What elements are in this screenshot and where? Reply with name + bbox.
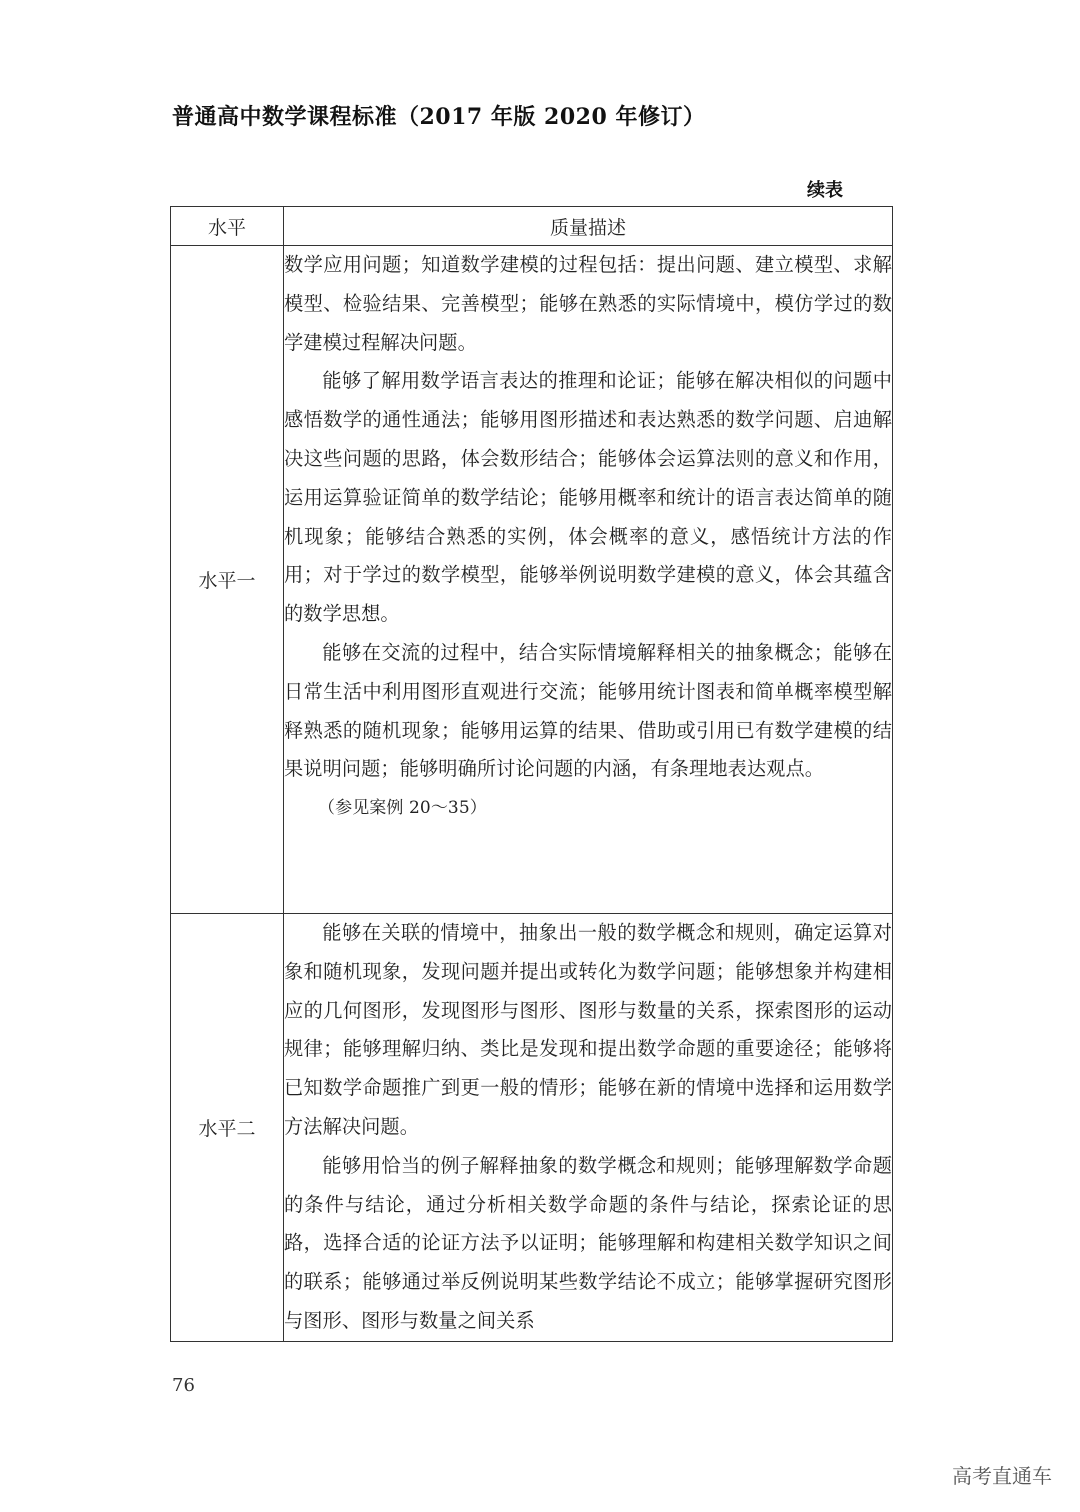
table-row-level-2 — [171, 914, 893, 1342]
description-paragraph: 能够了解用数学语言表达的推理和论证；能够在解决相似的问题中感悟数学的通性通法；能够用图形描述和表达熟悉的数学问题、启迪解决这些问题的思路，体会数形结合；能够体会运算法则的意义和作用，运用运算验证简单的数学结论；能够用概率和统计的语言表达简单的随机现象；能够结合熟悉的实例，体会概率的意义，感悟统计方法的作用；对于学过的数学模型，能够举例说明数学建模的意义，体会其蕴含的数学思想。 — [284, 369, 892, 626]
description-paragraph: 能够用恰当的例子解释抽象的数学概念和规则；能够理解数学命题的条件与结论，通过分析相关数学命题的条件与结论，探索论证的思路，选择合适的论证方法予以证明；能够理解和构建相关数学知识之间的联系；能够通过举反例说明某些数学结论不成立；能够掌握研究图形与图形、图形与数量之间关系 — [284, 1153, 892, 1332]
description-cell — [284, 914, 893, 1342]
description-cell — [284, 246, 893, 914]
description-paragraph: 能够在交流的过程中，结合实际情境解释相关的抽象概念；能够在日常生活中利用图形直观进行交流；能够用统计图表和简单概率模型解释熟悉的随机现象；能够用运算的结果、借助或引用已有数学建模的结果说明问题；能够明确所讨论问题的内涵，有条理地表达观点。 — [284, 640, 892, 781]
page-header-title: 普通高中数学课程标准（2017 年版 2020 年修订） — [172, 104, 706, 130]
source-watermark: 高考直通车 — [952, 1464, 1052, 1488]
table-row-level-1 — [171, 246, 893, 914]
case-reference: （参见案例 20～35） — [318, 798, 487, 819]
level-cell: 水平一 — [171, 246, 284, 914]
table-header-row — [171, 207, 893, 246]
column-header-description: 质量描述 — [284, 207, 893, 246]
quality-description-table — [170, 206, 893, 1342]
description-paragraph: 能够在关联的情境中，抽象出一般的数学概念和规则，确定运算对象和随机现象，发现问题并提出或转化为数学问题；能够想象并构建相应的几何图形，发现图形与图形、图形与数量的关系，探索图形的运动规律；能够理解归纳、类比是发现和提出数学命题的重要途径；能够将已知数学命题推广到更一般的情形；能够在新的情境中选择和运用数学方法解决问题。 — [284, 921, 892, 1138]
level-cell: 水平二 — [171, 914, 284, 1342]
description-paragraph: 数学应用问题；知道数学建模的过程包括：提出问题、建立模型、求解模型、检验结果、完善模型；能够在熟悉的实际情境中，模仿学过的数学建模过程解决问题。 — [284, 253, 892, 354]
continued-table-label: 续表 — [807, 180, 843, 201]
page-number: 76 — [172, 1375, 195, 1396]
column-header-level: 水平 — [171, 207, 284, 246]
